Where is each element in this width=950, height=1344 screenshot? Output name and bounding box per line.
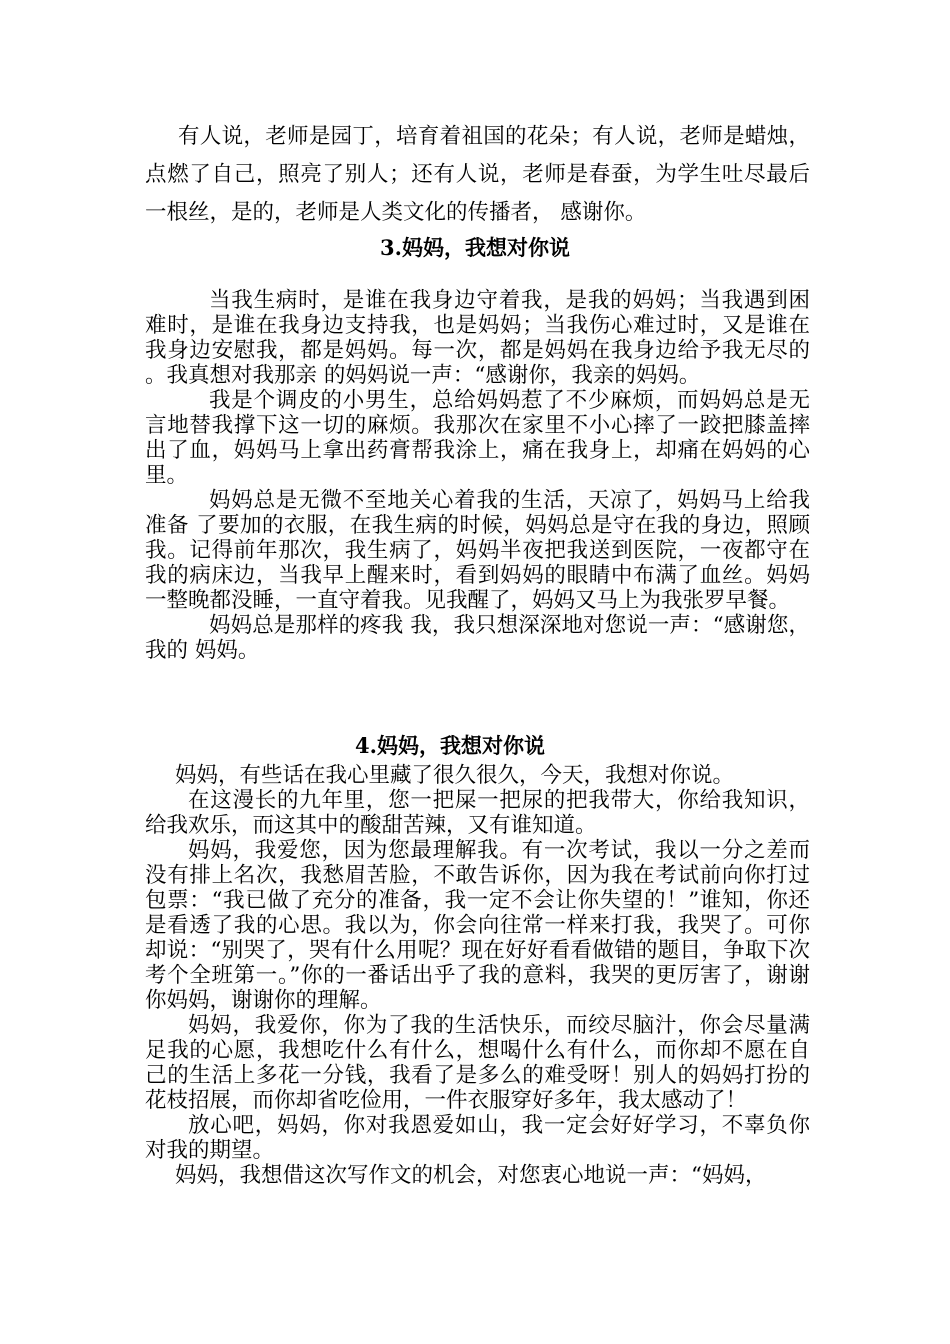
section-3-paragraph: 妈妈总是那样的疼我 我，我只想深深地对您说一声：“感谢您，我的 妈妈。 <box>145 613 810 663</box>
section-4-paragraph: 妈妈，我爱你，你为了我的生活快乐，而绞尽脑汁，你会尽量满足我的心愿，我想吃什么有什么，想喝什么有什么，而你却不愿在自己的生活上多花一分钱，我看了是多么的难受呀！别人的妈妈打扮的花枝招展，而你却省吃俭用，一件衣服穿好多年，我太感动了！ <box>145 1013 810 1113</box>
section-4-paragraph: 放心吧，妈妈，你对我恩爱如山，我一定会好好学习，不辜负你对我的期望。 <box>145 1113 810 1163</box>
intro-section <box>145 118 810 232</box>
section-4-title: 4.妈妈，我想对你说 <box>355 733 545 758</box>
intro-paragraph: 有人说，老师是园丁，培育着祖国的花朵；有人说，老师是蜡烛，点燃了自己，照亮了别人；还有人说，老师是春蚕，为学生吐尽最后一根丝，是的，老师是人类文化的传播者， 感谢你。 <box>145 124 810 225</box>
section-4-paragraph: 妈妈，我爱您，因为您最理解我。有一次考试，我以一分之差而没有排上名次，我愁眉苦脸，不敢告诉你，因为我在考试前向你打过包票：“我已做了充分的准备，我一定不会让你失望的！”谁知，你还是看透了我的心思。我以为，你会向往常一样来打我，我哭了。可你却说：“别哭了，哭有什么用呢？现在好好看看做错的题目，争取下次考个全班第一。”你的一番话出乎了我的意料，我哭的更厉害了，谢谢你妈妈，谢谢你的理解。 <box>145 838 810 1013</box>
section-3-paragraph: 我是个调皮的小男生，总给妈妈惹了不少麻烦，而妈妈总是无言地替我撑下这一切的麻烦。我那次在家里不小心摔了一跤把膝盖摔出了血，妈妈马上拿出药膏帮我涂上，痛在我身上，却痛在妈妈的心里。 <box>145 388 810 488</box>
section-3-paragraph: 妈妈总是无微不至地关心着我的生活，天凉了，妈妈马上给我准备 了要加的衣服，在我生病的时候，妈妈总是守在我的身边，照顾我。记得前年那次，我生病了，妈妈半夜把我送到医院，一夜都守在我的病床边，当我早上醒来时，看到妈妈的眼睛中布满了血丝。妈妈一整晚都没睡，一直守着我。见我醒了，妈妈又马上为我张罗早餐。 <box>145 488 810 613</box>
section-4-paragraph: 在这漫长的九年里，您一把屎一把尿的把我带大，你给我知识，给我欢乐，而这其中的酸甜苦辣，又有谁知道。 <box>145 788 810 838</box>
section-4-paragraph: 妈妈，我想借这次写作文的机会，对您衷心地说一声：“妈妈， <box>175 1163 767 1188</box>
section-3-paragraph: 当我生病时，是谁在我身边守着我，是我的妈妈；当我遇到困难时，是谁在我身边支持我，也是妈妈；当我伤心难过时，又是谁在我身边安慰我，都是妈妈。每一次，都是妈妈在我身边给予我无尽的 。我真想对我那亲 的妈妈说一声：“感谢你，我亲的妈妈。 <box>145 288 810 388</box>
section-4-body <box>145 763 810 1188</box>
section-4-paragraph: 妈妈，有些话在我心里藏了很久很久，今天，我想对你说。 <box>175 763 735 788</box>
section-3-title: 3.妈妈，我想对你说 <box>380 235 570 260</box>
section-3-body <box>145 288 810 663</box>
